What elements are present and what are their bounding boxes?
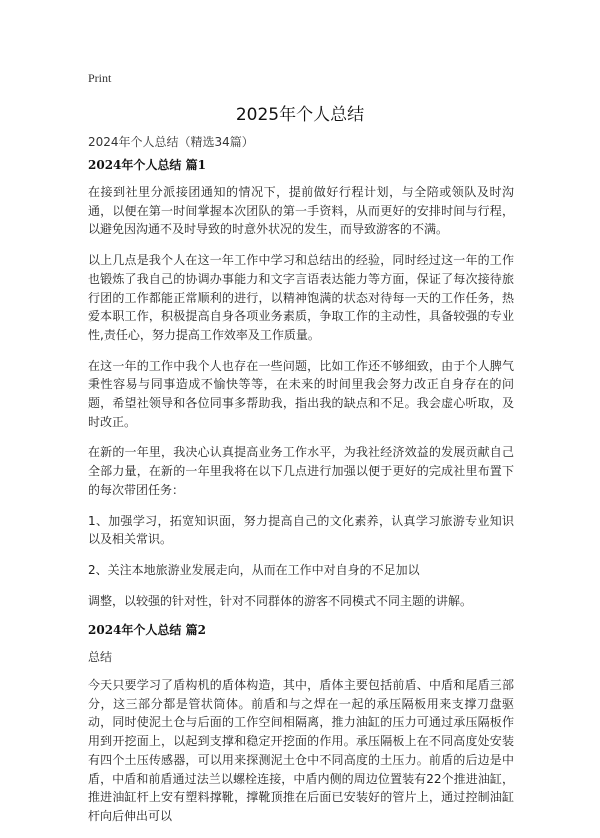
document-subtitle: 2024年个人总结（精选34篇） [88, 135, 254, 149]
paragraph: 2、关注本地旅游业发展走向，从而在工作中对自身的不足加以 [88, 562, 420, 577]
paragraph: 今天只要学习了盾构机的盾体构造，其中，盾体主要包括前盾、中盾和尾盾三部分，这三部分都是管状筒体。前盾和与之焊在一起的承压隔板用来支撑刀盘驱动，同时使泥土仓与后面的工作空间相隔离，推力油缸的压力可通过承压隔板作用到开挖面上，以起到支撑和稳定开挖面的作用。承压隔板上在不同高度处安装有四个土压传感器，可以用来探测泥土仓中不同高度的土压力。前盾的后边是中盾，中盾和前盾通过法兰以螺栓连接，中盾内侧的周边位置装有22个推进油缸，推进油缸杆上安有塑料撑靴，撑靴顶推在后面已安装好的管片上，通过控制油缸杆向后伸出可以 [88, 678, 514, 823]
paragraph: 以上几点是我个人在这一年工作中学习和总结出的经验，同时经过这一年的工作也锻炼了我自己的协调办事能力和文字言语表达能力等方面，保证了每次接待旅行团的工作都能正常顺利的进行，以精神饱满的状态对待每一天的工作任务，热爱本职工作，积极提高自身各项业务素质，争取工作的主动性，具备较强的专业性,责任心，努力提高工作效率及工作质量。 [88, 253, 514, 342]
section-1 [88, 157, 514, 610]
article-body [88, 157, 514, 838]
section-2 [88, 622, 514, 825]
paragraph: 在接到社里分派接团通知的情况下，提前做好行程计划，与全陪或领队及时沟通，以便在第一时间掌握本次团队的第一手资料，从而更好的安排时间与行程，以避免因沟通不及时导致的时意外状况的发生，而导致游客的不满。 [88, 185, 514, 237]
paragraph: 1、加强学习，拓宽知识面，努力提高自己的文化素养，认真学习旅游专业知识以及相关常识。 [88, 513, 514, 547]
paragraph: 在这一年的工作中我个人也存在一些问题，比如工作还不够细致，由于个人脾气秉性容易与同事造成不愉快等等，在未来的时间里我会努力改正自身存在的问题，希望社领导和各位同事多帮助我，指出我的缺点和不足。我会虚心听取，及时改正。 [88, 358, 514, 429]
section-heading: 2024年个人总结 篇1 [88, 158, 206, 172]
page-title: 2025年个人总结 [235, 105, 365, 125]
paragraph: 在新的一年里，我决心认真提高业务工作水平，为我社经济效益的发展贡献自己全部力量，在新的一年里我将在以下几点进行加强以便于更好的完成社里布置下的每次带团任务： [88, 445, 514, 497]
paragraph: 总结 [88, 650, 113, 665]
print-link[interactable]: Print [88, 71, 112, 85]
paragraph: 调整，以较强的针对性，针对不同群体的游客不同模式不同主题的讲解。 [88, 593, 473, 608]
section-heading: 2024年个人总结 篇2 [88, 623, 206, 638]
